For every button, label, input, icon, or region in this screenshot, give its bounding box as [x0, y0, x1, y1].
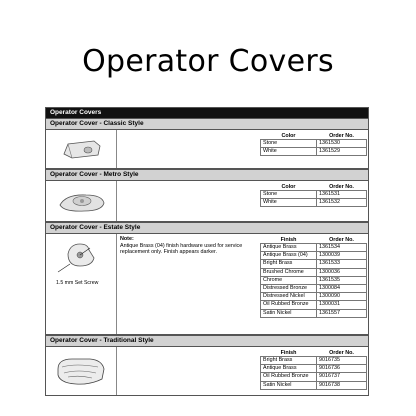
note-text: Antique Brass (04) finish hardware used for service replacement only. Finish appears darker.: [120, 242, 243, 256]
traditional-image-cell: [46, 347, 117, 395]
section-metro: [46, 181, 368, 222]
section-traditional: [46, 347, 368, 396]
metro-options-table: [260, 183, 367, 207]
column-header-order-no: Order No.: [329, 183, 354, 190]
table-row: Antique Brass (04) 1300039: [261, 252, 367, 260]
section-header-traditional: Operator Cover - Traditional Style: [46, 335, 368, 347]
traditional-options-table: [260, 349, 367, 390]
table-row: Satin Nickel 9016738: [261, 381, 367, 389]
table-row: Oil Rubbed Bronze 1300031: [261, 301, 367, 309]
table-row: White 1361529: [261, 148, 367, 156]
column-header-color: Color: [281, 183, 296, 190]
estate-options-table: [260, 236, 367, 318]
section-header-estate: Operator Cover - Estate Style: [46, 222, 368, 234]
operator-covers-table: [45, 107, 369, 396]
classic-options-table: [260, 132, 367, 156]
table-row: Bright Brass 9016735: [261, 357, 367, 365]
section-header-metro: Operator Cover - Metro Style: [46, 169, 368, 181]
table-row: Chrome 1361535: [261, 276, 367, 284]
table-row: Distressed Nickel 1300090: [261, 293, 367, 301]
metro-cover-image: [46, 181, 116, 221]
table-row: Stone 1361531: [261, 191, 367, 199]
table-row: Antique Brass 9016736: [261, 365, 367, 373]
classic-cover-image: [46, 130, 116, 168]
traditional-cover-image: [46, 347, 116, 395]
table-row: Bright Brass 1361533: [261, 260, 367, 268]
section-header-classic: Operator Cover - Classic Style: [46, 118, 368, 130]
column-header-order-no: Order No.: [329, 132, 354, 139]
table-row: Distressed Bronze 1300084: [261, 284, 367, 292]
table-row: Stone 1361530: [261, 140, 367, 148]
column-header-order-no: Order No.: [329, 236, 354, 243]
set-screw-caption: 1.5 mm Set Screw: [56, 280, 99, 286]
column-header-color: Color: [281, 132, 296, 139]
table-row: Satin Nickel 1361557: [261, 309, 367, 317]
table-row: Antique Brass 1361534: [261, 244, 367, 252]
column-header-finish: Finish: [280, 236, 297, 243]
estate-note: [120, 236, 270, 256]
section-estate: [46, 234, 368, 335]
table-row: White 1361532: [261, 199, 367, 207]
column-header-order-no: Order No.: [329, 349, 354, 356]
note-label: Note:: [120, 236, 134, 242]
estate-cover-image: [46, 236, 116, 276]
page-title: Operator Covers: [82, 44, 334, 79]
metro-image-cell: [46, 181, 117, 221]
classic-image-cell: [46, 130, 117, 168]
column-header-finish: Finish: [280, 349, 297, 356]
table-row: Brushed Chrome 1300036: [261, 268, 367, 276]
estate-image-cell: [46, 234, 117, 334]
table-main-header: Operator Covers: [46, 108, 368, 118]
table-row: Oil Rubbed Bronze 9016737: [261, 373, 367, 381]
section-classic: [46, 130, 368, 169]
